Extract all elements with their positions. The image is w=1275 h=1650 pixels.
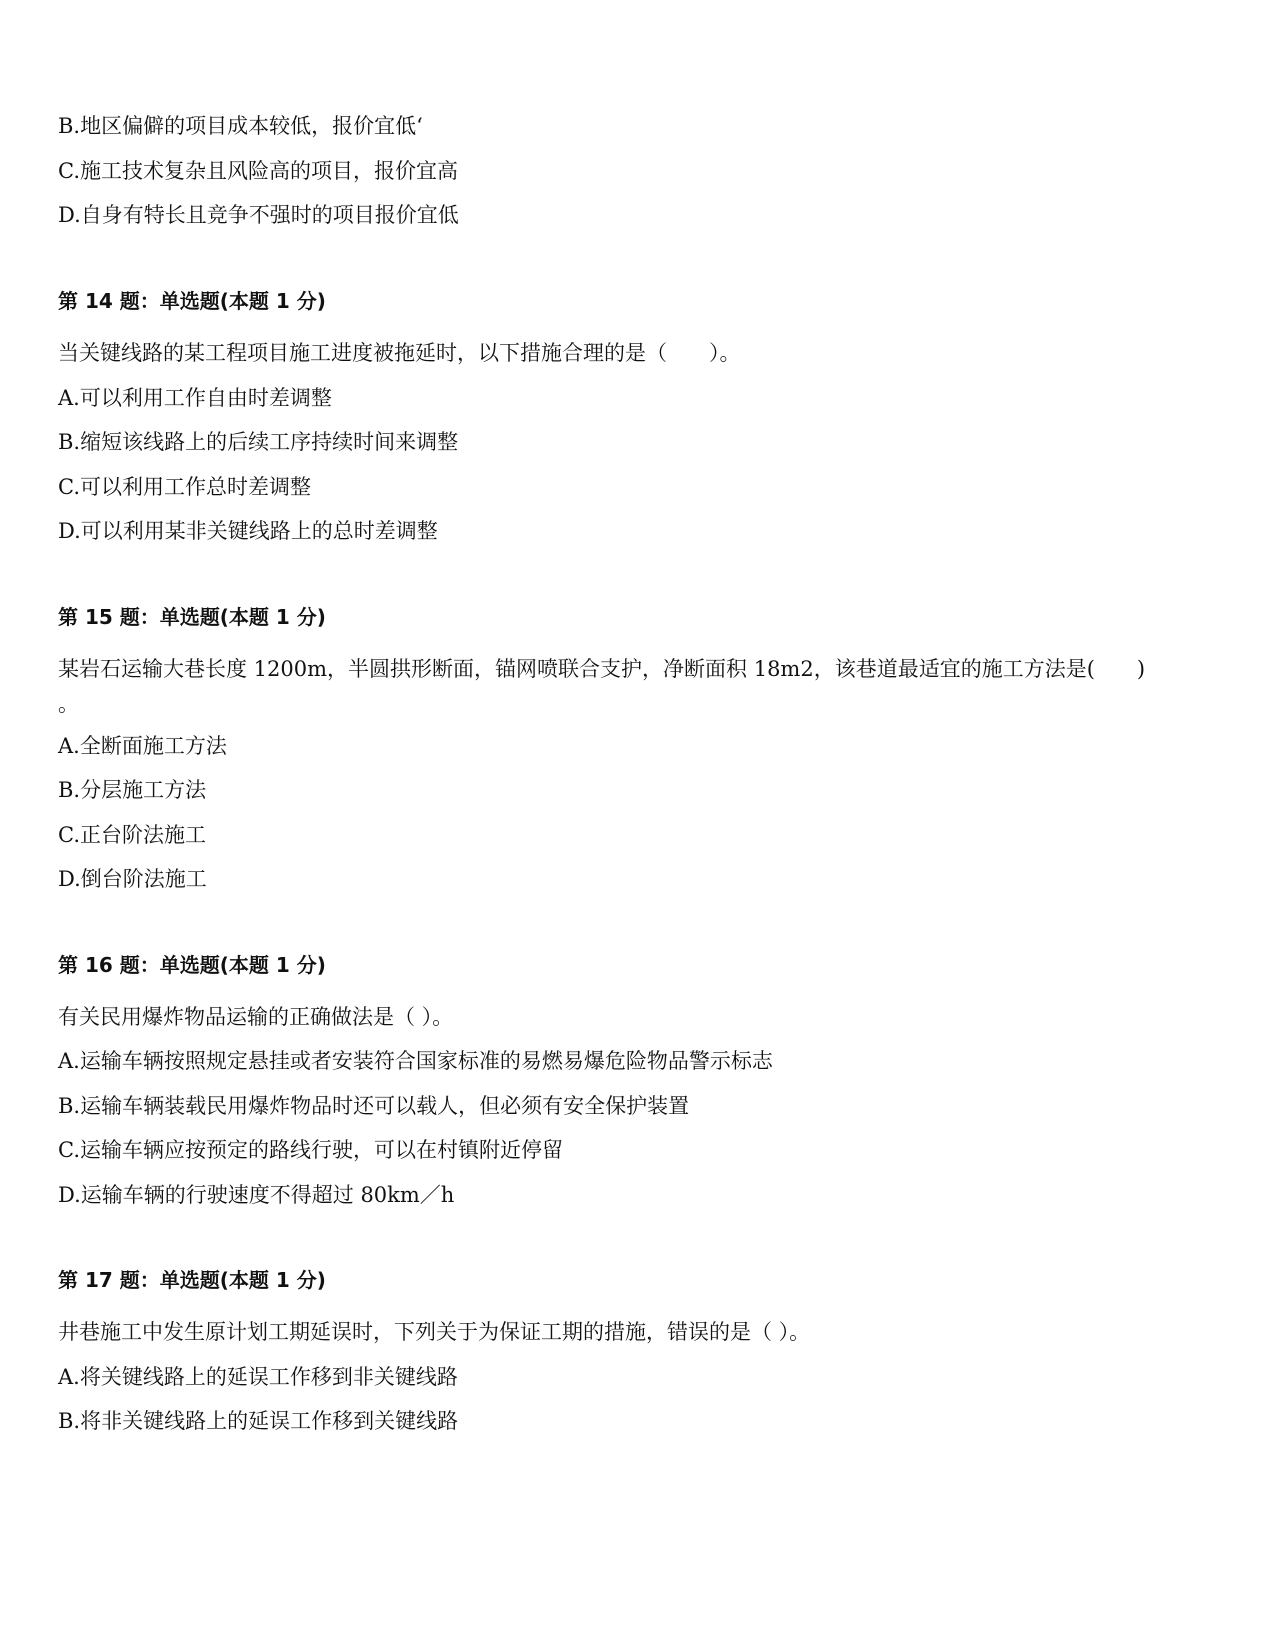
q16-option-c: C.运输车辆应按预定的路线行驶，可以在村镇附近停留: [58, 1138, 563, 1162]
q15-option-c: C.正台阶法施工: [58, 823, 206, 847]
q14-option-b: B.缩短该线路上的后续工序持续时间来调整: [58, 430, 459, 454]
q17-option-b: B.将非关键线路上的延误工作移到关键线路: [58, 1409, 459, 1433]
q15-option-a: A.全断面施工方法: [58, 734, 227, 758]
q16-heading: 第 16 题：单选题(本题 1 分): [58, 953, 326, 977]
q13-option-c: C.施工技术复杂且风险高的项目，报价宜高: [58, 159, 458, 183]
q14-option-a: A.可以利用工作自由时差调整: [58, 386, 332, 410]
q15-option-b: B.分层施工方法: [58, 778, 207, 802]
q15-heading: 第 15 题：单选题(本题 1 分): [58, 605, 326, 629]
q15-stem-line1: 某岩石运输大巷长度 1200m，半圆拱形断面，锚网喷联合支护，净断面积 18m2，该巷道最适宜的施工方法是( ): [58, 657, 1146, 681]
q16-option-d: D.运输车辆的行驶速度不得超过 80km／h: [58, 1183, 455, 1207]
q14-stem: 当关键线路的某工程项目施工进度被拖延时，以下措施合理的是（ ）。: [58, 341, 741, 365]
q15-stem-line2: 。: [58, 692, 79, 716]
q14-option-c: C.可以利用工作总时差调整: [58, 475, 311, 499]
q17-heading: 第 17 题：单选题(本题 1 分): [58, 1268, 326, 1292]
q13-option-d: D.自身有特长且竞争不强时的项目报价宜低: [58, 203, 459, 227]
q17-stem: 井巷施工中发生原计划工期延误时，下列关于为保证工期的措施，错误的是（ ）。: [58, 1320, 811, 1344]
q15-option-d: D.倒台阶法施工: [58, 867, 207, 891]
q16-option-b: B.运输车辆装载民用爆炸物品时还可以载人，但必须有安全保护装置: [58, 1094, 690, 1118]
q14-option-d: D.可以利用某非关键线路上的总时差调整: [58, 519, 438, 543]
q16-stem: 有关民用爆炸物品运输的正确做法是（ ）。: [58, 1005, 454, 1029]
q17-option-a: A.将关键线路上的延误工作移到非关键线路: [58, 1365, 458, 1389]
q14-heading: 第 14 题：单选题(本题 1 分): [58, 289, 326, 313]
q13-option-b: B.地区偏僻的项目成本较低，报价宜低‘: [58, 114, 423, 138]
q16-option-a: A.运输车辆按照规定悬挂或者安装符合国家标准的易燃易爆危险物品警示标志: [58, 1049, 773, 1073]
